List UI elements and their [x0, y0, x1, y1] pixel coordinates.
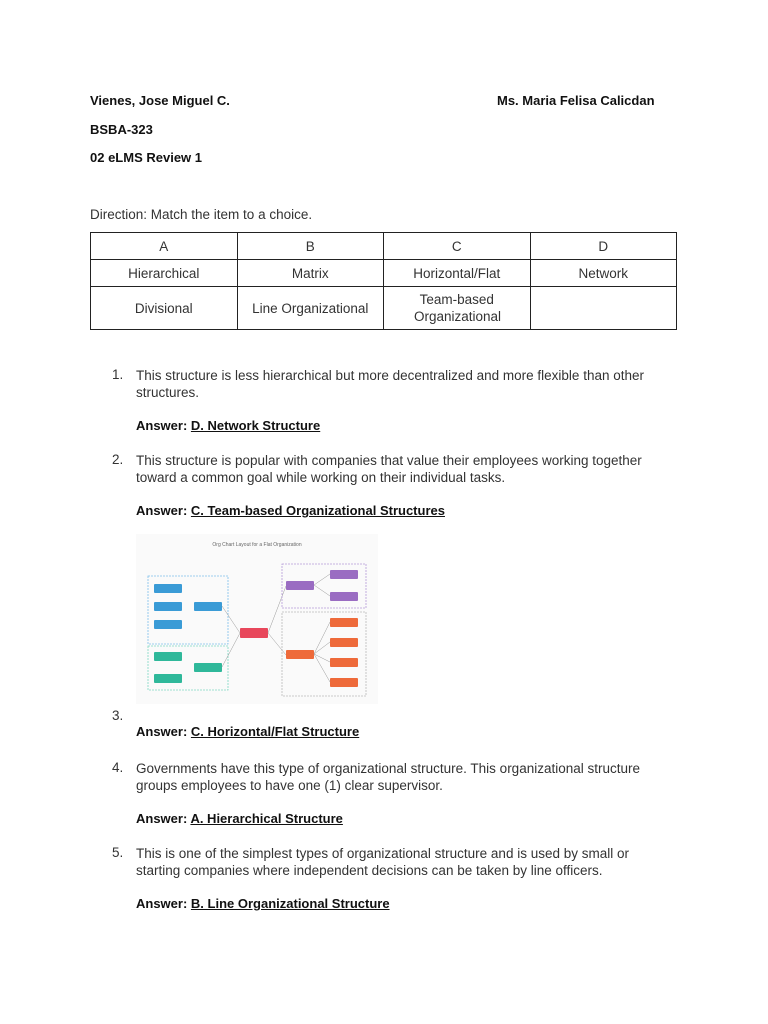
question-number: 4.: [112, 760, 124, 775]
answer-label: Answer:: [136, 811, 188, 826]
question-number: 3.: [112, 708, 124, 723]
question-number: 1.: [112, 367, 124, 382]
table-header-cell: C: [384, 233, 531, 260]
table-cell: Line Organizational: [237, 287, 384, 330]
question-text: This is one of the simplest types of organizational structure and is used by small or starting companies where independent decisions can be taken by line officers.: [136, 846, 629, 878]
table-header-cell: D: [530, 233, 677, 260]
support-lead-box: [194, 602, 222, 611]
table-row: [91, 287, 677, 330]
question-number: 5.: [112, 845, 124, 860]
answer-line: [136, 503, 445, 518]
answer-label: Answer:: [136, 896, 188, 911]
choices-table: [90, 232, 677, 330]
support-box: [154, 620, 182, 629]
support-box: [154, 602, 182, 611]
answer-line: [136, 418, 320, 433]
answer-value: C. Horizontal/Flat Structure: [190, 724, 360, 739]
hub-box: [240, 628, 268, 638]
answer-label: Answer:: [136, 503, 188, 518]
activity-title: 02 eLMS Review 1: [90, 150, 202, 165]
answer-value: C. Team-based Organizational Structures: [190, 503, 445, 518]
answer-line: [136, 896, 390, 911]
support-box: [154, 584, 182, 593]
table-cell: Hierarchical: [91, 260, 238, 287]
question-number: 2.: [112, 452, 124, 467]
table-cell: Matrix: [237, 260, 384, 287]
table-cell: Divisional: [91, 287, 238, 330]
marketing-box: [330, 592, 358, 601]
answer-line: [136, 811, 343, 826]
table-cell: Network: [530, 260, 677, 287]
development-box: [330, 658, 358, 667]
development-box: [330, 618, 358, 627]
marketing-box: [330, 570, 358, 579]
section-code: BSBA-323: [90, 122, 153, 137]
answer-label: Answer:: [136, 418, 188, 433]
finance-box: [154, 652, 182, 661]
flat-org-chart-diagram: [136, 534, 378, 704]
development-lead-box: [286, 650, 314, 659]
table-cell: Team-based Organizational: [384, 287, 531, 330]
answer-label: Answer:: [136, 724, 188, 739]
development-box: [330, 678, 358, 687]
table-cell: [530, 287, 677, 330]
answer-line: [136, 724, 359, 739]
answer-value: A. Hierarchical Structure: [190, 811, 343, 826]
teacher-name: Ms. Maria Felisa Calicdan: [497, 93, 655, 108]
table-cell: Horizontal/Flat: [384, 260, 531, 287]
finance-lead-box: [194, 663, 222, 672]
question-text: Governments have this type of organizational structure. This organizational structure groups employees to have one (1) clear supervisor.: [136, 761, 641, 793]
table-header-cell: B: [237, 233, 384, 260]
answer-value: B. Line Organizational Structure: [190, 896, 390, 911]
marketing-lead-box: [286, 581, 314, 590]
development-box: [330, 638, 358, 647]
table-header-row: [91, 233, 677, 260]
student-name: Vienes, Jose Miguel C.: [90, 93, 230, 108]
direction-text: Direction: Match the item to a choice.: [90, 207, 313, 222]
table-header-cell: A: [91, 233, 238, 260]
org-chart-image: [136, 534, 378, 704]
answer-value: D. Network Structure: [190, 418, 321, 433]
question-text: This structure is less hierarchical but more decentralized and more flexible than other structures.: [136, 368, 644, 400]
finance-box: [154, 674, 182, 683]
table-row: [91, 260, 677, 287]
org-chart-title: Org Chart Layout for a Flat Organization: [212, 542, 302, 548]
question-text: This structure is popular with companies that value their employees working together toward a common goal while working on their individual tasks.: [136, 453, 642, 485]
